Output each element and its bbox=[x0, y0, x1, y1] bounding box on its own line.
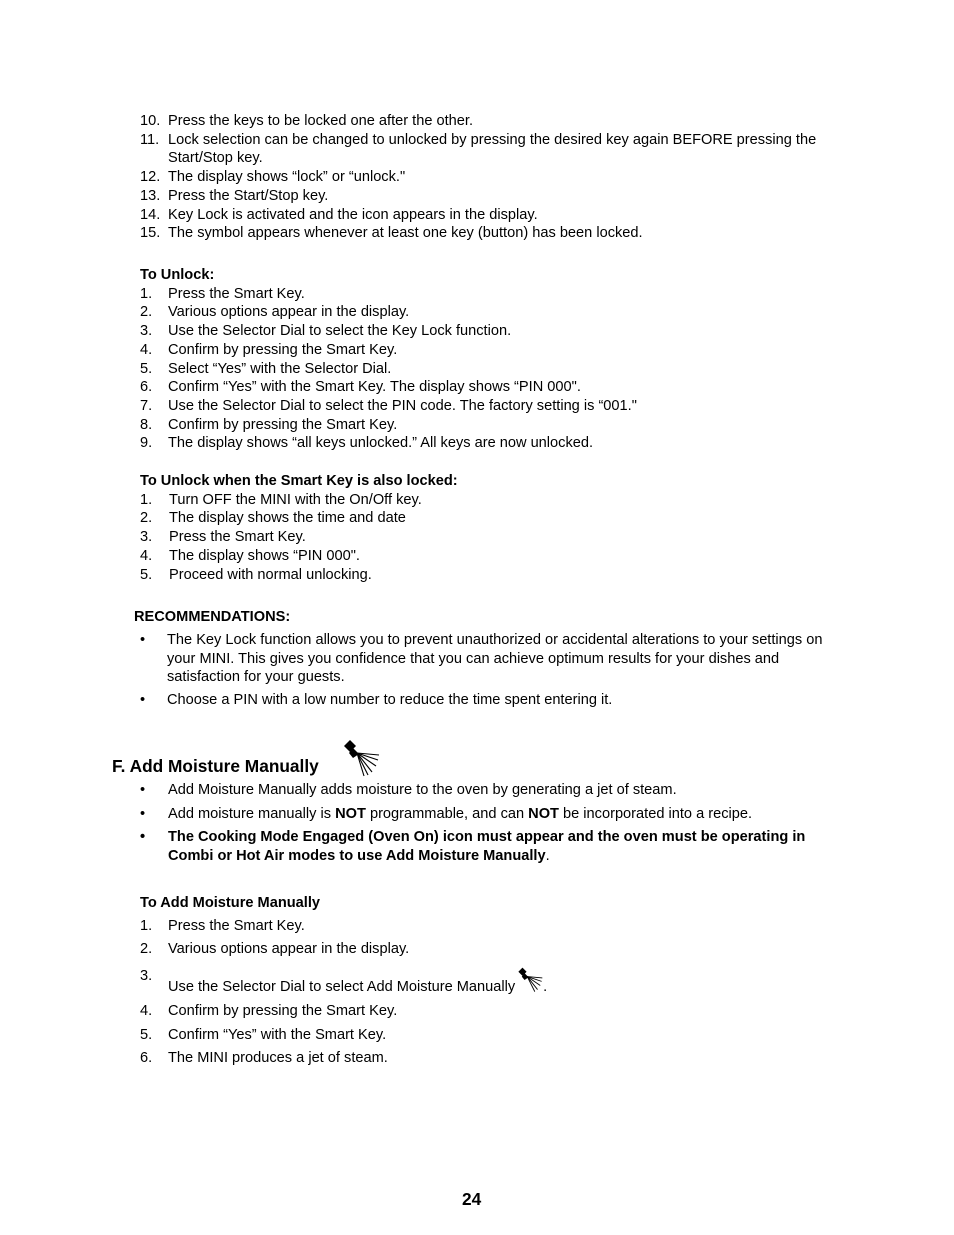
list-item: 4. The display shows “PIN 000". bbox=[140, 547, 360, 564]
list-item: 9. The display shows “all keys unlocked.” All keys are now unlocked. bbox=[140, 435, 594, 452]
list-item: 6. The MINI produces a jet of steam. bbox=[140, 1050, 388, 1067]
list-item: 11. Lock selection can be changed to unlocked by pressing the desired key again BEFORE pressing the Start/Stop key. bbox=[140, 131, 817, 167]
unlock-section bbox=[140, 266, 840, 453]
unlock-heading: To Unlock: bbox=[140, 267, 215, 283]
list-item: 1. Press the Smart Key. bbox=[140, 917, 305, 934]
list-item: 15. The symbol appears whenever at least one key (button) has been locked. bbox=[140, 225, 643, 242]
list-item: 1. Press the Smart Key. bbox=[140, 285, 305, 302]
list-item: 10. Press the keys to be locked one after the other. bbox=[140, 113, 474, 129]
list-item: 12. The display shows “lock” or “unlock." bbox=[140, 169, 406, 186]
list-item: 3. Press the Smart Key. bbox=[140, 529, 306, 546]
add-moisture-heading: To Add Moisture Manually bbox=[140, 895, 320, 911]
list-item: 3. Use the Selector Dial to select the Key Lock function. bbox=[140, 323, 512, 340]
page-number: 24 bbox=[462, 1189, 482, 1209]
list-item: 3. Use the Selector Dial to select Add Moisture Manually . bbox=[140, 968, 548, 996]
list-item: 5. Confirm “Yes” with the Smart Key. bbox=[140, 1026, 387, 1043]
list-item: 2. Various options appear in the display. bbox=[140, 941, 410, 958]
list-item: 5. Proceed with normal unlocking. bbox=[140, 566, 372, 583]
steam-jet-icon bbox=[517, 967, 543, 993]
section-f-bullets bbox=[140, 781, 840, 866]
list-item: 2. Various options appear in the display. bbox=[140, 304, 410, 321]
recommendations-heading: RECOMMENDATIONS: bbox=[134, 609, 291, 625]
list-item: 8. Confirm by pressing the Smart Key. bbox=[140, 416, 398, 433]
list-item: 4. Confirm by pressing the Smart Key. bbox=[140, 341, 398, 358]
steam-jet-icon bbox=[342, 739, 380, 777]
list-item: 5. Select “Yes” with the Selector Dial. bbox=[140, 360, 392, 377]
list-item: • Add moisture manually is NOT programmable, and can NOT be incorporated into a recipe. bbox=[140, 805, 753, 822]
list-item: • The Cooking Mode Engaged (Oven On) icon must appear and the oven must be operating in Combi or Hot Air modes to use Add Moisture Manually. bbox=[140, 829, 806, 865]
list-item: • The Key Lock function allows you to prevent unauthorized or accidental alterations to your settings on your MINI. This gives you confidence that you can achieve optimum results for your dishes and satisfaction for your guests. bbox=[140, 632, 823, 686]
list-item: • Choose a PIN with a low number to reduce the time spent entering it. bbox=[140, 692, 613, 709]
list-item: 1. Turn OFF the MINI with the On/Off key. bbox=[140, 491, 422, 508]
lock-steps-list bbox=[140, 112, 840, 243]
add-moisture-section bbox=[140, 894, 840, 1068]
unlock-smart-heading: To Unlock when the Smart Key is also locked: bbox=[140, 473, 458, 489]
list-item: 13. Press the Start/Stop key. bbox=[140, 187, 329, 204]
list-item: • Add Moisture Manually adds moisture to the oven by generating a jet of steam. bbox=[140, 782, 677, 798]
list-item: 2. The display shows the time and date bbox=[140, 510, 406, 527]
unlock-smart-section bbox=[140, 472, 840, 584]
list-item: 14. Key Lock is activated and the icon appears in the display. bbox=[140, 206, 538, 223]
list-item: 4. Confirm by pressing the Smart Key. bbox=[140, 1002, 398, 1019]
list-item: 6. Confirm “Yes” with the Smart Key. The display shows “PIN 000". bbox=[140, 379, 581, 396]
recommendations-list bbox=[140, 631, 840, 710]
list-item: 7. Use the Selector Dial to select the PIN code. The factory setting is “001." bbox=[140, 397, 637, 414]
section-f-title: F. Add Moisture Manually bbox=[112, 756, 319, 776]
